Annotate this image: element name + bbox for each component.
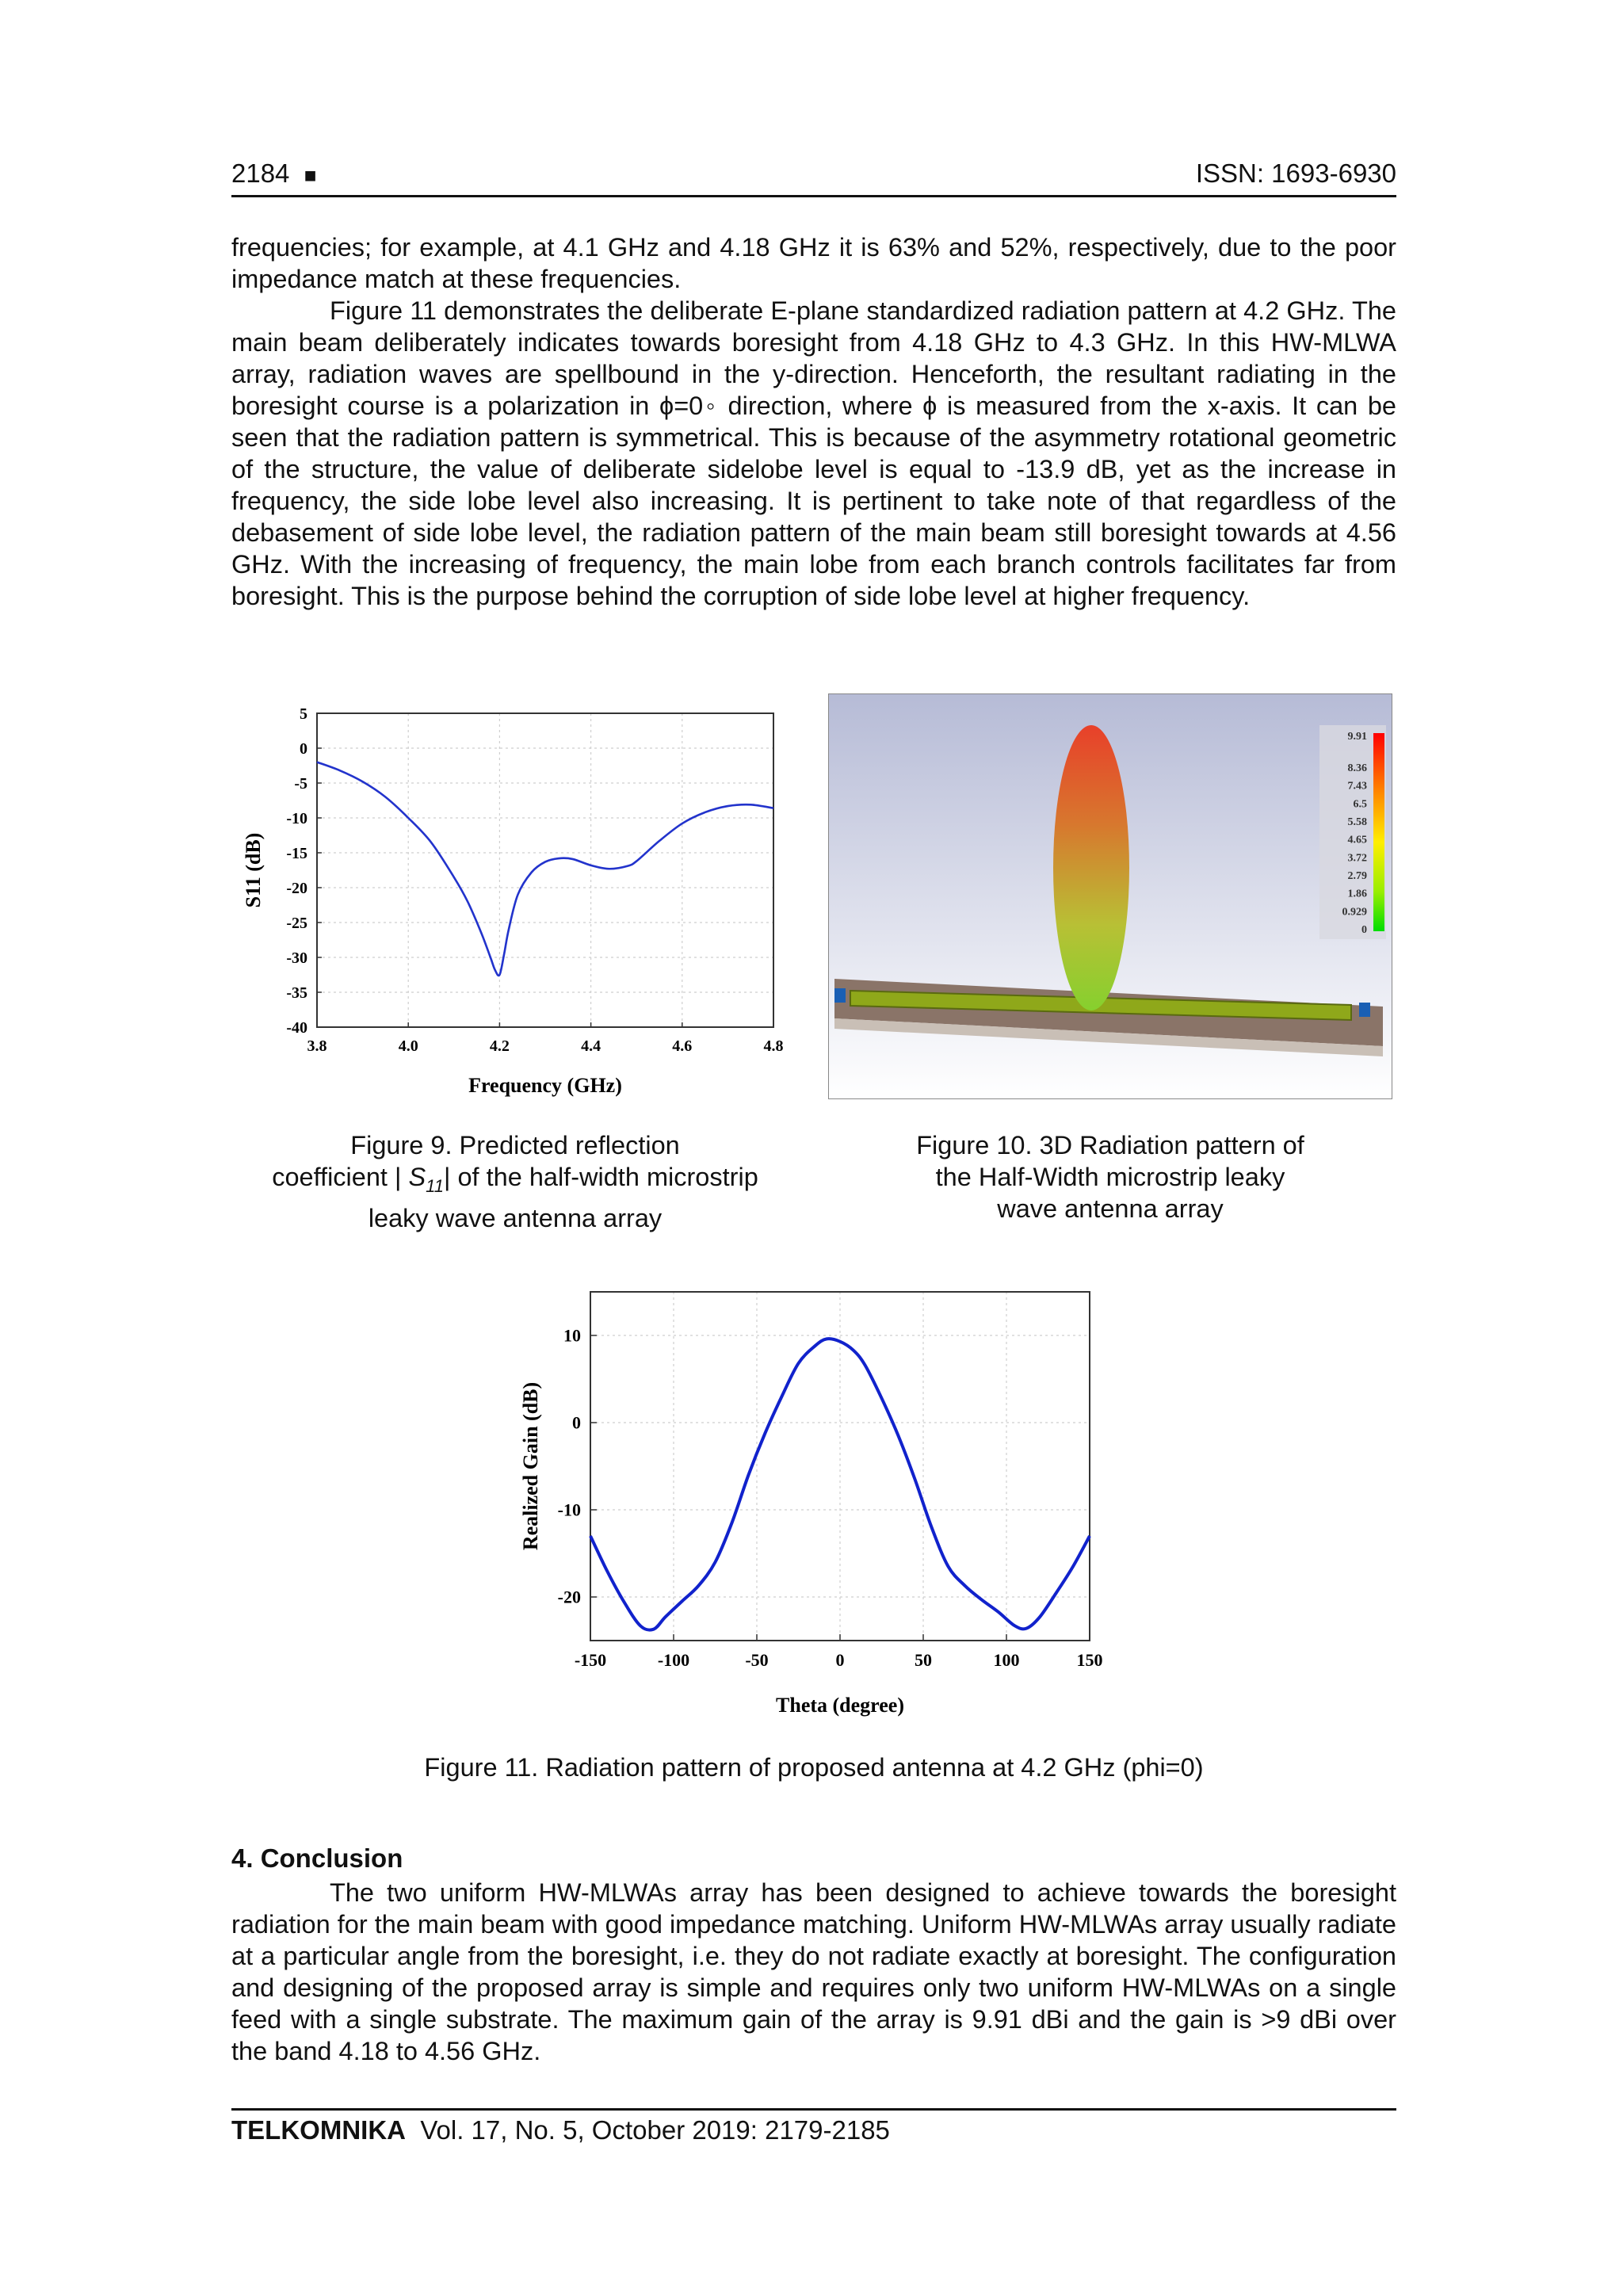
y-tick-label: -10 <box>557 1499 581 1520</box>
port-left <box>834 988 846 1003</box>
x-tick-label: 50 <box>915 1650 932 1670</box>
x-tick-label: 4.0 <box>398 1037 418 1055</box>
plot-frame <box>317 713 773 1027</box>
y-tick-label: -10 <box>286 810 307 827</box>
x-tick-label: 3.8 <box>307 1037 327 1055</box>
y-tick-label: 5 <box>300 705 307 723</box>
x-tick-label: -150 <box>574 1650 607 1670</box>
caption-symbol: S <box>408 1163 426 1191</box>
caption-line: wave antenna array <box>997 1194 1224 1223</box>
caption-line: leaky wave antenna array <box>368 1203 663 1232</box>
conclusion-text <box>231 1877 1396 2067</box>
colorbar-label: 8.36 <box>1347 762 1367 774</box>
paragraph-conclusion: The two uniform HW-MLWAs array has been designed to achieve towards the boresight radiation for the main beam with good impedance matching. Uniform HW-MLWAs array usually radiate at a particular angle from the boresight, i.e. they do not radiate exactly at boresight. The configuration and designing of the proposed array is simple and requires only two uniform HW-MLWAs on a single feed with a single substrate. The maximum gain of the array is 9.91 dBi and the gain is >9 dBi over the band 4.18 to 4.56 GHz. <box>231 1878 1396 2065</box>
colorbar-label: 6.5 <box>1353 798 1367 811</box>
y-tick-label: -35 <box>286 984 307 1002</box>
chart-grid <box>317 713 773 1027</box>
x-tick-labels <box>575 1650 1103 1670</box>
y-tick-label: 0 <box>300 740 307 758</box>
colorbar-label: 0 <box>1361 924 1367 936</box>
y-tick-label: -5 <box>294 775 307 793</box>
figure-11-caption: Figure 11. Radiation pattern of proposed antenna at 4.2 GHz (phi=0) <box>424 1753 1204 1782</box>
y-tick-label: -25 <box>286 915 307 932</box>
caption-text: | of the half-width microstrip <box>444 1163 758 1191</box>
issn: ISSN: 1693-6930 <box>1195 159 1396 188</box>
caption-line: Figure 10. 3D Radiation pattern of <box>916 1131 1304 1159</box>
y-tick-label: -15 <box>286 845 307 862</box>
figure-10-3d-pattern <box>828 693 1392 1099</box>
y-tick-label: 10 <box>563 1325 581 1346</box>
page-footer <box>231 2108 1396 2145</box>
y-tick-label: -20 <box>286 880 307 897</box>
figure-10-caption <box>828 1129 1392 1224</box>
colorbar <box>1373 733 1384 931</box>
x-tick-label: 4.4 <box>581 1037 601 1055</box>
plot-frame <box>590 1292 1090 1641</box>
colorbar-label: 4.65 <box>1347 834 1367 846</box>
x-tick-label: 150 <box>1076 1650 1103 1670</box>
page-header <box>231 155 1396 197</box>
colorbar-label: 9.91 <box>1347 731 1367 743</box>
figure-9-caption <box>238 1129 792 1234</box>
colorbar-label: 3.72 <box>1347 852 1367 865</box>
y-axis-label: S11 (dB) <box>242 832 265 908</box>
x-tick-label: 4.2 <box>489 1037 510 1055</box>
paragraph-1: frequencies; for example, at 4.1 GHz and 4.18 GHz it is 63% and 52%, respectively, due to the poor impedance match at these frequencies. <box>231 233 1396 293</box>
caption-subscript: 11 <box>426 1175 444 1196</box>
port-right <box>1359 1003 1370 1017</box>
x-axis-label: Frequency (GHz) <box>468 1074 622 1097</box>
x-tick-labels <box>307 1037 784 1055</box>
x-tick-label: -50 <box>745 1650 769 1670</box>
y-tick-label: 0 <box>572 1412 581 1433</box>
x-axis-label: Theta (degree) <box>776 1694 904 1717</box>
y-tick-label: -20 <box>557 1587 581 1607</box>
x-tick-label: 4.6 <box>672 1037 693 1055</box>
paragraph-2: Figure 11 demonstrates the deliberate E-plane standardized radiation pattern at 4.2 GHz. The main beam deliberately indicates towards boresight from 4.18 GHz to 4.3 GHz. In this HW-MLWA array, radiation waves are spellbound in the y-direction. Henceforth, the resultant radiating in the boresight course is a polarization in ϕ=0◦ direction, where ϕ is measured from the x-axis. It can be seen that the radiation pattern is symmetrical. This is because of the asymmetry rotational geometric of the structure, the value of deliberate sidelobe level is equal to -13.9 dB, yet as the increase in frequency, the side lobe level also increasing. It is pertinent to take note of that regardless of the debasement of side lobe level, the radiation pattern of the main beam still boresight towards at 4.56 GHz. With the increasing of frequency, the main lobe from each branch controls facilitates far from boresight. This is the purpose behind the corruption of side lobe level at higher frequency. <box>231 296 1396 610</box>
y-axis-label: Realized Gain (dB) <box>519 1381 542 1551</box>
caption-line <box>238 1161 792 1202</box>
x-tick-label: -100 <box>657 1650 690 1670</box>
caption-line: the Half-Width microstrip leaky <box>935 1163 1285 1191</box>
square-marker-icon: ■ <box>304 163 317 187</box>
x-tick-label: 4.8 <box>763 1037 784 1055</box>
section-heading: 4. Conclusion <box>231 1843 403 1873</box>
s11-curve <box>317 762 773 976</box>
journal-details: Vol. 17, No. 5, October 2019: 2179-2185 <box>420 2115 890 2145</box>
y-tick-labels <box>286 705 307 1037</box>
caption-line: Figure 9. Predicted reflection <box>350 1131 680 1159</box>
colorbar-label: 5.58 <box>1347 816 1367 828</box>
y-tick-labels <box>558 1326 581 1607</box>
chart-grid <box>590 1292 1090 1641</box>
main-lobe <box>1053 725 1129 1010</box>
body-text <box>231 231 1396 612</box>
y-tick-label: -30 <box>286 949 307 967</box>
y-tick-label: -40 <box>286 1019 307 1037</box>
colorbar-label: 7.43 <box>1347 780 1367 793</box>
caption-text: coefficient | <box>272 1163 409 1191</box>
colorbar-label: 2.79 <box>1347 870 1367 882</box>
colorbar-label: 0.929 <box>1342 906 1367 919</box>
x-tick-label: 0 <box>835 1650 845 1670</box>
figure-11-chart <box>507 1284 1125 1728</box>
x-tick-label: 100 <box>993 1650 1020 1670</box>
figure-9-chart <box>231 690 802 1110</box>
colorbar-label: 1.86 <box>1347 888 1367 900</box>
page-number: 2184 ■ <box>231 159 317 188</box>
journal-name: TELKOMNIKA <box>231 2115 406 2145</box>
